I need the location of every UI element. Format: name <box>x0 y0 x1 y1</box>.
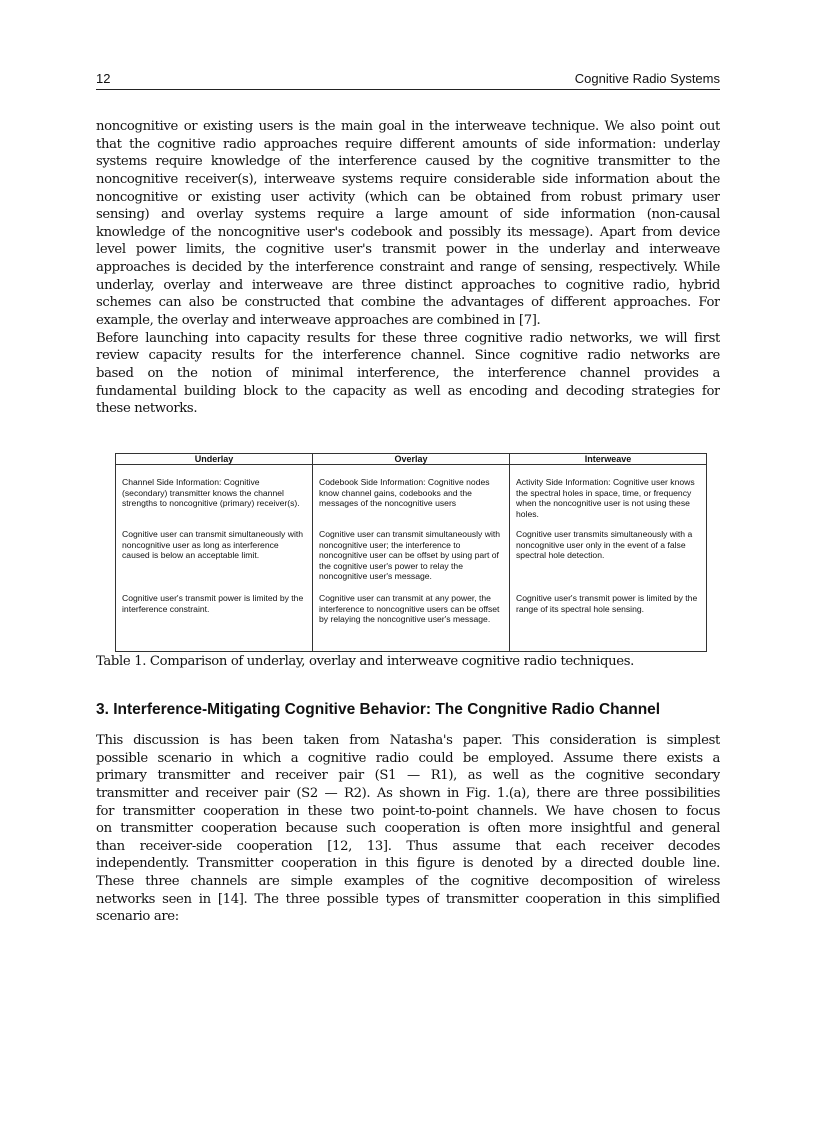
text-line: example, the overlay and interweave approaches are combined in [7]. <box>96 313 541 329</box>
text-line: level power limits, the cognitive user's transmit power in the underlay and interweave <box>96 242 720 258</box>
text-line: noncognitive or existing user activity (which can be obtained from robust primary user <box>96 189 720 205</box>
text-line: These three channels are simple examples of the cognitive decomposition of wireless <box>96 874 720 890</box>
text-line: on transmitter cooperation because such cooperation is often more insightful and general <box>96 821 720 837</box>
table-header: Overlay <box>313 454 510 465</box>
text-line: sensing) and overlay systems require a large amount of side information (non-causal <box>96 207 720 223</box>
text-line: than receiver-side cooperation [12, 13]. Thus assume that each receiver decodes <box>96 838 720 854</box>
table-row <box>116 465 707 530</box>
table-cell: Cognitive user can transmit at any power, the interference to noncognitive users can be offset by relaying the noncognitive user's message. <box>313 593 510 652</box>
table-cell: Cognitive user transmits simultaneously with a noncognitive user only in the event of a false spectral hole detection. <box>510 529 707 593</box>
text-line: Before launching into capacity results for these three cognitive radio networks, we will first <box>96 330 720 346</box>
text-line: noncognitive receiver(s), interweave systems require considerable side information about the <box>96 171 720 187</box>
text-line: independently. Transmitter cooperation in this figure is denoted by a directed double line. <box>96 856 720 872</box>
table-cell: Codebook Side Information: Cognitive nodes know channel gains, codebooks and the messages of the noncognitive users <box>313 465 510 530</box>
text-line: possible scenario in which a cognitive radio could be employed. Assume there exists a <box>96 750 720 766</box>
text-line: transmitter and receiver pair (S2 — R2). As shown in Fig. 1.(a), there are three possibilities <box>96 785 720 801</box>
text-line: networks seen in [14]. The three possible types of transmitter cooperation in this simplified <box>96 891 720 907</box>
text-line: fundamental building block to the capacity as well as encoding and decoding strategies for <box>96 383 720 399</box>
text-line: review capacity results for the interference channel. Since cognitive radio networks are <box>96 348 720 364</box>
text-line: schemes can also be constructed that combine the advantages of different approaches. For <box>96 295 720 311</box>
table-row <box>116 529 707 593</box>
text-line: approaches is decided by the interference constraint and range of sensing, respectively. While <box>96 260 720 276</box>
table-cell: Cognitive user's transmit power is limited by the range of its spectral hole sensing. <box>510 593 707 652</box>
text-line: based on the notion of minimal interference, the interference channel provides a <box>96 366 720 382</box>
table-cell: Cognitive user can transmit simultaneously with noncognitive user as long as interference caused is below an acceptable limit. <box>116 529 313 593</box>
table-cell: Channel Side Information: Cognitive (secondary) transmitter knows the channel strengths to noncognitive (primary) receiver(s). <box>116 465 313 530</box>
table-cell: Cognitive user can transmit simultaneously with noncognitive user; the interference to noncognitive user can be offset by using part of the cognitive user's power to relay the noncognitive user's message. <box>313 529 510 593</box>
table-row <box>116 593 707 652</box>
table-cell: Cognitive user's transmit power is limited by the interference constraint. <box>116 593 313 652</box>
running-title: Cognitive Radio Systems <box>574 71 720 86</box>
paragraph-2 <box>96 330 720 418</box>
text-line: scenario are: <box>96 909 179 925</box>
section-heading: 3. Interference-Mitigating Cognitive Behavior: The Congnitive Radio Channel <box>96 701 661 718</box>
text-line: underlay, overlay and interweave are three distinct approaches to cognitive radio, hybrid <box>96 277 720 293</box>
text-line: systems require knowledge of the interference caused by the cognitive transmitter to the <box>96 154 720 170</box>
text-line: that the cognitive radio approaches require different amounts of side information: underlay <box>96 136 720 152</box>
paragraph-1 <box>96 118 720 330</box>
text-line: knowledge of the noncognitive user's codebook and possibly its message). Apart from device <box>96 224 720 240</box>
text-line: for transmitter cooperation in these two point-to-point channels. We have chosen to focus <box>96 803 720 819</box>
table-caption: Table 1. Comparison of underlay, overlay and interweave cognitive radio techniques. <box>96 654 634 669</box>
comparison-table <box>115 453 707 652</box>
text-line: noncognitive or existing users is the main goal in the interweave technique. We also point out <box>96 119 720 134</box>
page-number: 12 <box>96 71 111 86</box>
text-line: these networks. <box>96 401 198 417</box>
paragraph-3 <box>96 732 720 926</box>
text-line: This discussion is has been taken from Natasha's paper. This consideration is simplest <box>96 733 720 748</box>
table-header: Underlay <box>116 454 313 465</box>
table-header: Interweave <box>510 454 707 465</box>
text-line: primary transmitter and receiver pair (S1 — R1), as well as the cognitive secondary <box>96 768 720 784</box>
page-header <box>96 71 720 90</box>
table-cell: Activity Side Information: Cognitive user knows the spectral holes in space, time, or frequency when the noncognitive user is not using these holes. <box>510 465 707 530</box>
